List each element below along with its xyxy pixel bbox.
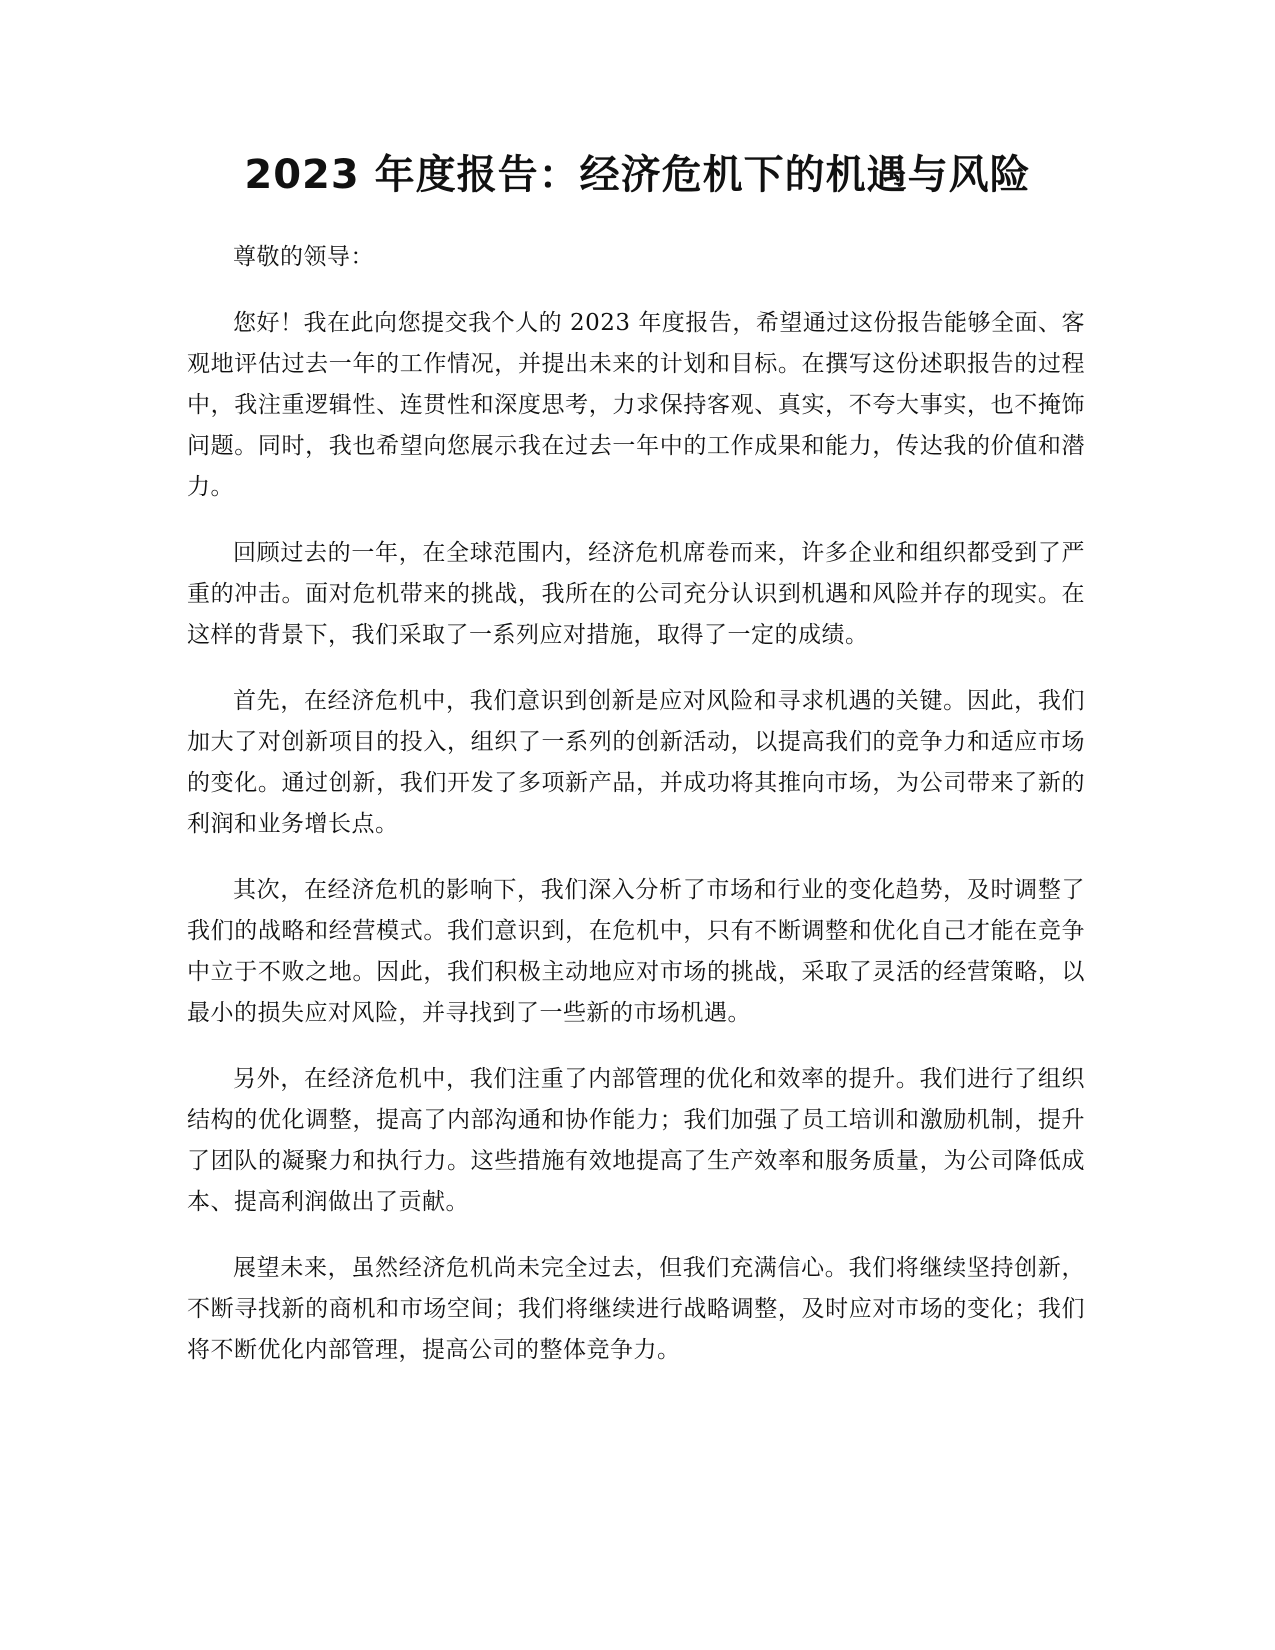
paragraph-outlook: 展望未来，虽然经济危机尚未完全过去，但我们充满信心。我们将继续坚持创新，不断寻找新的商机和市场空间；我们将继续进行战略调整，及时应对市场的变化；我们将不断优化内部管理，提高公司的整体竞争力。 — [187, 1255, 1085, 1363]
paragraph-strategy: 其次，在经济危机的影响下，我们深入分析了市场和行业的变化趋势，及时调整了我们的战略和经营模式。我们意识到，在危机中，只有不断调整和优化自己才能在竞争中立于不败之地。因此，我们积极主动地应对市场的挑战，采取了灵活的经营策略，以最小的损失应对风险，并寻找到了一些新的市场机遇。 — [187, 877, 1085, 1026]
salutation: 尊敬的领导： — [233, 244, 374, 270]
paragraph-intro: 您好！我在此向您提交我个人的 2023 年度报告，希望通过这份报告能够全面、客观地评估过去一年的工作情况，并提出未来的计划和目标。在撰写这份述职报告的过程中，我注重逻辑性、连贯性和深度思考，力求保持客观、真实，不夸大事实，也不掩饰问题。同时，我也希望向您展示我在过去一年中的工作成果和能力，传达我的价值和潜力。 — [187, 310, 1085, 500]
paragraph-innovation: 首先，在经济危机中，我们意识到创新是应对风险和寻求机遇的关键。因此，我们加大了对创新项目的投入，组织了一系列的创新活动，以提高我们的竞争力和适应市场的变化。通过创新，我们开发了多项新产品，并成功将其推向市场，为公司带来了新的利润和业务增长点。 — [187, 688, 1085, 837]
document-title: 2023 年度报告：经济危机下的机遇与风险 — [244, 152, 1031, 198]
document-body — [187, 237, 1085, 1396]
paragraph-management: 另外，在经济危机中，我们注重了内部管理的优化和效率的提升。我们进行了组织结构的优化调整，提高了内部沟通和协作能力；我们加强了员工培训和激励机制，提升了团队的凝聚力和执行力。这些措施有效地提高了生产效率和服务质量，为公司降低成本、提高利润做出了贡献。 — [187, 1066, 1085, 1215]
paragraph-review: 回顾过去的一年，在全球范围内，经济危机席卷而来，许多企业和组织都受到了严重的冲击。面对危机带来的挑战，我所在的公司充分认识到机遇和风险并存的现实。在这样的背景下，我们采取了一系列应对措施，取得了一定的成绩。 — [187, 540, 1085, 648]
